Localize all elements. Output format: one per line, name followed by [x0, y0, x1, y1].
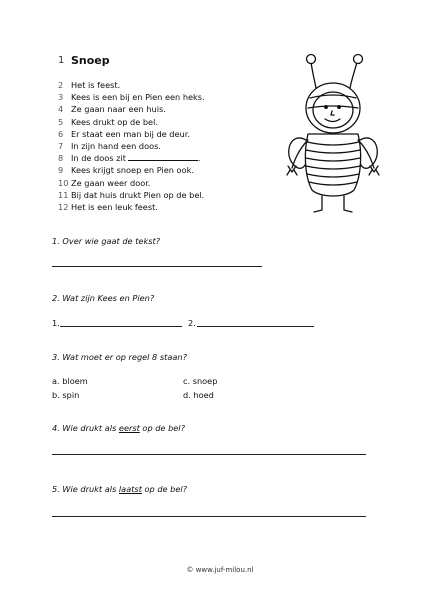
line-text: Er staat een man bij de deur. — [71, 128, 190, 139]
story-line — [58, 152, 278, 164]
option-c[interactable]: c. snoep — [183, 376, 218, 386]
story-line — [58, 79, 278, 91]
line-text: Kees drukt op de bel. — [71, 116, 158, 127]
question-1: 1. Over wie gaat de tekst? — [52, 236, 161, 246]
answer-label-2: 2. — [188, 318, 196, 328]
story-line — [58, 164, 278, 176]
line-number: 2 — [58, 80, 64, 90]
question-3: 3. Wat moet er op regel 8 staan? — [52, 352, 187, 362]
line-number: 5 — [58, 116, 64, 127]
line-number: 12 — [58, 201, 69, 212]
line-number: 3 — [58, 92, 64, 103]
question-4 — [52, 423, 185, 433]
answer-line-2b[interactable] — [197, 326, 314, 327]
line-text: Ze gaan weer door. — [71, 177, 151, 188]
question-5 — [52, 484, 187, 494]
line-text: Het is feest. — [71, 80, 121, 90]
story-title: Snoep — [71, 54, 110, 67]
answer-label-1: 1. — [52, 318, 60, 328]
story-text — [58, 79, 278, 213]
question-4-emphasis: eerst — [118, 423, 140, 433]
question-2: 2. Wat zijn Kees en Pien? — [52, 293, 155, 303]
story-line — [58, 140, 278, 152]
option-d[interactable]: d. hoed — [183, 390, 214, 400]
line-number: 8 — [58, 153, 64, 164]
answer-line-4[interactable] — [52, 454, 366, 455]
question-5-text: 5. Wie drukt als — [52, 484, 119, 494]
answer-row-2 — [52, 318, 60, 328]
question-4-text: 4. Wie drukt als — [52, 423, 119, 433]
line-number: 1 — [58, 55, 65, 66]
line-number: 9 — [58, 165, 64, 176]
question-5-text-end: op de bel? — [141, 484, 188, 494]
option-a[interactable]: a. bloem — [52, 376, 88, 386]
story-line — [58, 116, 278, 128]
story-line — [58, 128, 278, 140]
answer-line-2a[interactable] — [60, 326, 182, 327]
answer-line-1[interactable] — [52, 266, 262, 267]
line-number: 10 — [58, 177, 69, 188]
answer-line-5[interactable] — [52, 516, 366, 517]
line-number: 11 — [58, 189, 69, 200]
line-text: Kees is een bij en Pien een heks. — [71, 92, 205, 103]
line-text: Ze gaan naar een huis. — [71, 104, 166, 115]
bee-costume-illustration — [278, 50, 388, 215]
story-line — [58, 177, 278, 189]
fill-in-blank[interactable] — [128, 152, 198, 161]
story-line — [58, 91, 278, 103]
line-number: 4 — [58, 104, 64, 115]
question-5-emphasis: laatst — [118, 484, 142, 494]
line-text: Het is een leuk feest. — [71, 201, 158, 212]
line-text: Bij dat huis drukt Pien op de bel. — [71, 189, 205, 200]
line-text: Kees krijgt snoep en Pien ook. — [71, 165, 194, 176]
line-text-with-blank: In de doos zit . — [71, 153, 201, 164]
question-4-text-end: op de bel? — [139, 423, 185, 433]
footer-copyright: © www.juf-milou.nl — [186, 566, 254, 574]
story-line — [58, 201, 278, 213]
line-number: 6 — [58, 128, 64, 139]
story-line — [58, 189, 278, 201]
option-b[interactable]: b. spin — [52, 390, 80, 400]
story-line — [58, 103, 278, 115]
answer-row-2b — [188, 318, 196, 328]
line-text: In zijn hand een doos. — [71, 140, 161, 151]
line-text: In de doos zit — [71, 153, 126, 164]
line-number: 7 — [58, 140, 64, 151]
